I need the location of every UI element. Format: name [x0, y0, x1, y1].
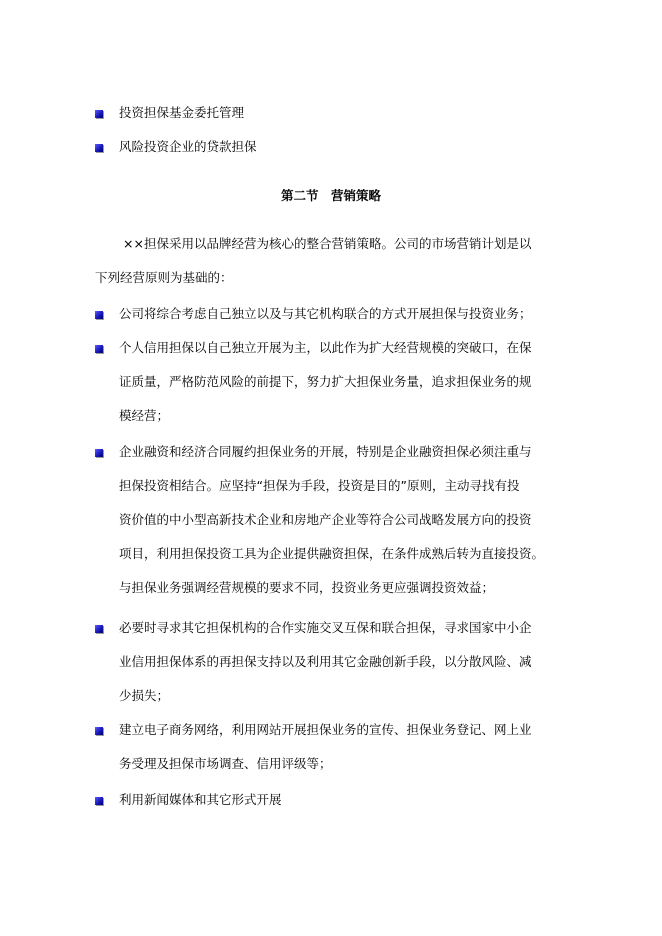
list-item-continuation: 业信用担保体系的再担保支持以及利用其它金融创新手段，以分散风险、减: [119, 654, 532, 669]
section-heading: 第二节 营销策略: [280, 188, 381, 203]
square-bullet-icon: [95, 449, 103, 457]
square-bullet-icon: [95, 311, 103, 319]
square-bullet-icon: [95, 797, 103, 805]
list-item-text: 利用新闻媒体和其它形式开展: [119, 792, 282, 807]
square-bullet-icon: [95, 110, 103, 118]
square-bullet-icon: [95, 144, 103, 152]
list-item-text: 企业融资和经济合同履约担保业务的开展，特别是企业融资担保必须注重与: [119, 444, 532, 459]
square-bullet-icon: [95, 727, 103, 735]
intro-line: ××担保采用以品牌经营为核心的整合营销策略。公司的市场营销计划是以: [123, 236, 532, 251]
list-item-continuation: 与担保业务强调经营规模的要求不同，投资业务更应强调投资效益；: [119, 580, 495, 595]
list-item-continuation: 少损失；: [119, 688, 170, 703]
list-item-text: 建立电子商务网络，利用网站开展担保业务的宣传、担保业务登记、网上业: [119, 722, 532, 737]
list-item-continuation: 资价值的中小型高新技术企业和房地产企业等符合公司战略发展方向的投资: [119, 512, 532, 527]
intro-line: 下列经营原则为基础的：: [95, 270, 233, 285]
square-bullet-icon: [95, 625, 103, 633]
list-item-text: 公司将综合考虑自己独立以及与其它机构联合的方式开展担保与投资业务；: [119, 306, 532, 321]
list-item-continuation: 担保投资相结合。应坚持“担保为手段，投资是目的”原则，主动寻找有投: [119, 478, 520, 493]
list-item-continuation: 证质量，严格防范风险的前提下，努力扩大担保业务量，追求担保业务的规: [119, 374, 532, 389]
list-item-text: 风险投资企业的贷款担保: [119, 139, 257, 154]
list-item-continuation: 模经营；: [119, 408, 170, 423]
list-item-continuation: 务受理及担保市场调查、信用评级等；: [119, 756, 332, 771]
list-item-text: 投资担保基金委托管理: [119, 105, 245, 120]
square-bullet-icon: [95, 345, 103, 353]
list-item-continuation: 项目，利用担保投资工具为企业提供融资担保，在条件成熟后转为直接投资。: [119, 546, 545, 561]
list-item-text: 必要时寻求其它担保机构的合作实施交叉互保和联合担保，寻求国家中小企: [119, 620, 532, 635]
list-item-text: 个人信用担保以自己独立开展为主，以此作为扩大经营规模的突破口，在保: [119, 340, 532, 355]
